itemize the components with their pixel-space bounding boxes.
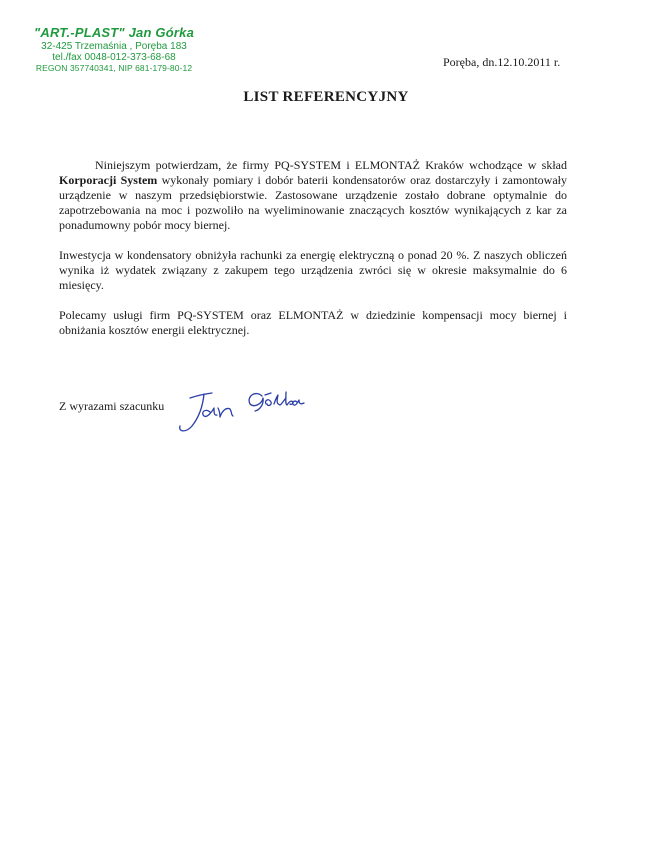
stamp-company-name: "ART.-PLAST" Jan Górka — [34, 25, 194, 40]
stamp-address: 32-425 Trzemaśnia , Poręba 183 — [41, 40, 187, 52]
paragraph-1-start: Niniejszym potwierdzam, że firmy PQ-SYSTEM i ELMONTAŻ Kraków wchodzące w skład — [95, 158, 567, 172]
closing-phrase: Z wyrazami szacunku — [59, 399, 165, 413]
signature — [170, 382, 330, 438]
stamp-registry: REGON 357740341, NIP 681-179-80-12 — [35, 62, 193, 73]
letter-date: Poręba, dn.12.10.2011 r. — [443, 55, 561, 69]
paragraph-2: Inwestycja w kondensatory obniżyła rachunki za energię elektryczną o ponad 20 %. Z naszych obliczeń wynika iż wydatek związany z zakupem tego urządzenia zwróci się w okresie maksymalnie do 6 miesięcy. — [59, 248, 567, 292]
paragraph-3: Polecamy usługi firm PQ-SYSTEM oraz ELMONTAŻ w dziedzinie kompensacji mocy biernej i obniżania kosztów energii elektrycznej. — [59, 308, 567, 337]
paragraph-1 — [59, 158, 567, 233]
letter-title: LIST REFERENCYJNY — [243, 89, 409, 105]
stamp-phone: tel./fax 0048-012-373-68-68 — [52, 52, 176, 64]
paragraph-1-end: wykonały pomiary i dobór baterii kondensatorów oraz dostarczyły i zamontowały urządzenie w naszym przedsiębiorstwie. Zastosowane urządzenie zostało dobrane optymalnie do zapotrzebowania na moc i pozwoliło na wyeliminowanie znaczących kosztów wynikających z kar za ponadumowny pobór mocy biernej. — [59, 173, 567, 232]
company-stamp — [26, 26, 202, 74]
letter-body — [59, 158, 567, 353]
paragraph-1-bold: Korporacji System — [59, 173, 158, 187]
